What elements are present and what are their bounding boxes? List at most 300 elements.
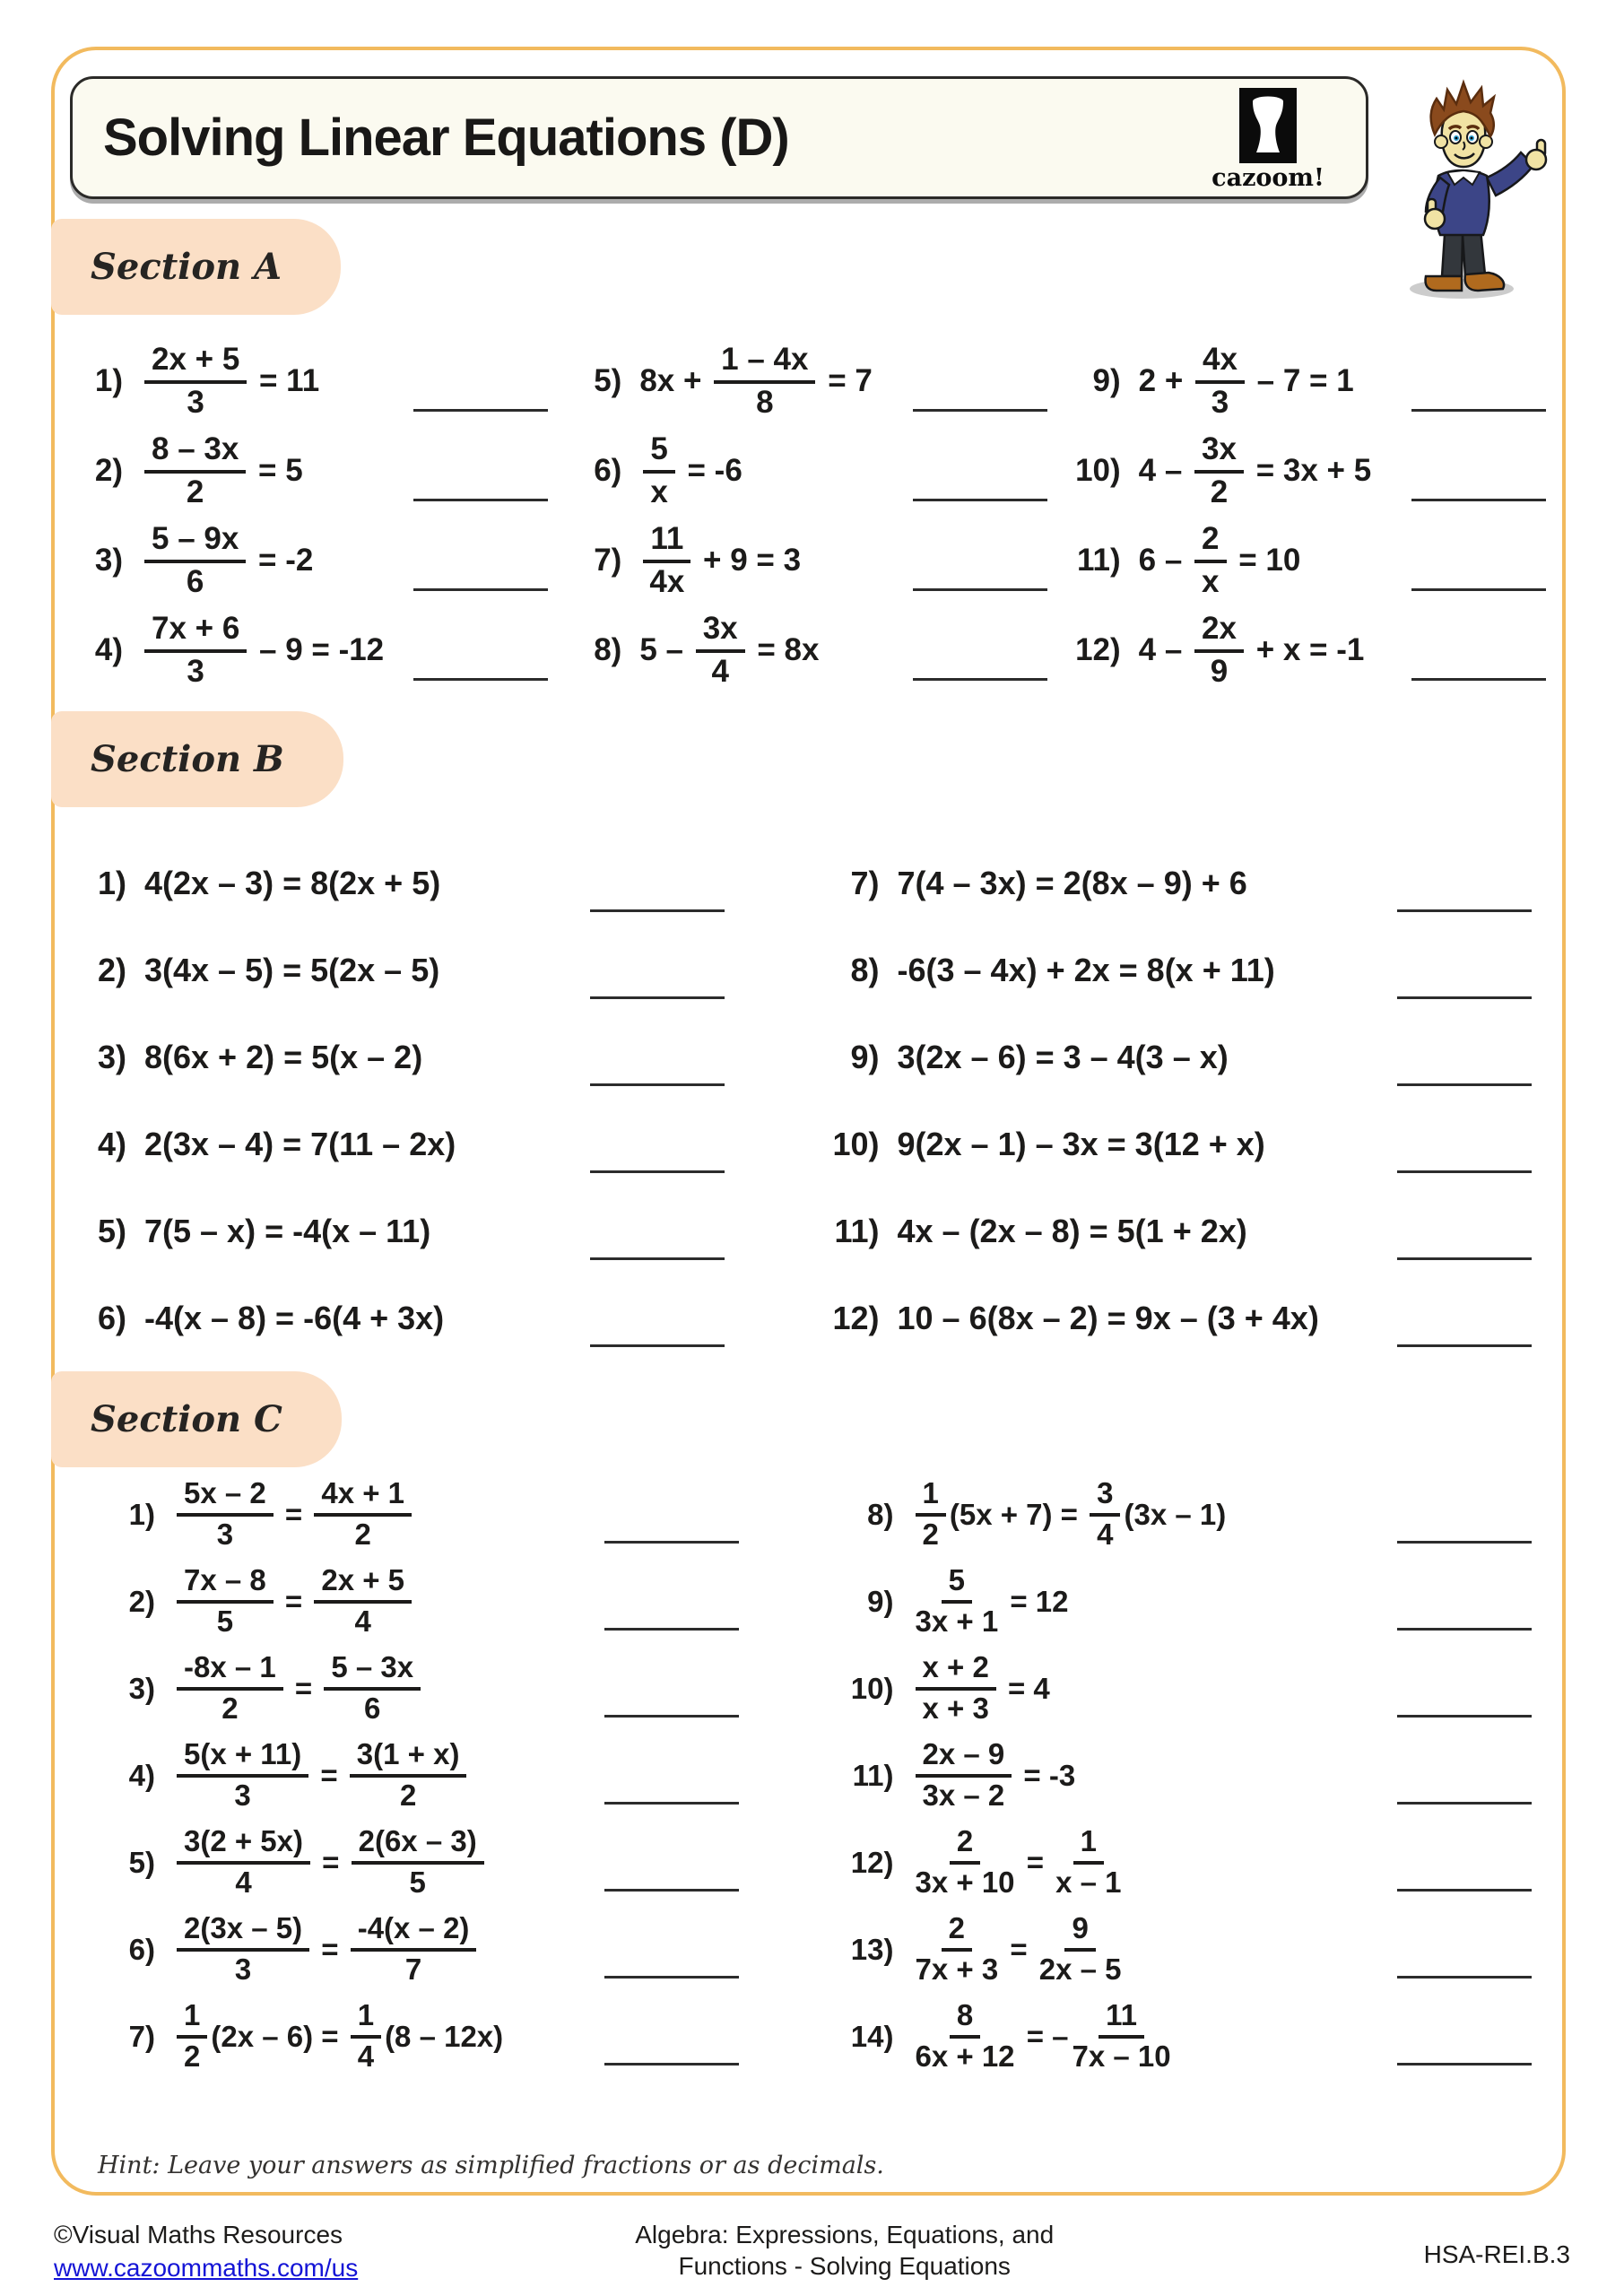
- fraction-numerator: 5 – 9x: [144, 523, 246, 563]
- footer-topic: [635, 2219, 1054, 2282]
- equation-text: = 3x + 5: [1246, 453, 1372, 488]
- fraction-numerator: 2: [942, 1913, 972, 1952]
- problem-b-11: [822, 1187, 1563, 1274]
- answer-blank: [913, 588, 1047, 591]
- fraction-denominator: 2: [184, 2039, 201, 2073]
- problem-number: 8): [594, 632, 622, 667]
- equation-text: = 4: [999, 1671, 1050, 1705]
- equation: [912, 1739, 1076, 1811]
- fraction: [351, 2000, 381, 2072]
- fraction: [177, 1478, 274, 1550]
- problem-c-4: [98, 1732, 824, 1819]
- equation-text: 2 +: [1138, 363, 1193, 398]
- fraction-numerator: 3x: [696, 613, 745, 653]
- equation-text: 3(4x – 5) = 5(2x – 5): [144, 951, 440, 988]
- problem-c-14: [837, 1993, 1563, 2080]
- problem-number: 9): [1092, 363, 1121, 398]
- answer-blank: [1411, 409, 1546, 412]
- equation-text: (8 – 12x): [385, 2019, 504, 2053]
- problem-number: 4): [94, 632, 123, 667]
- equation: [639, 610, 820, 689]
- answer-blank: [1397, 1541, 1532, 1544]
- equation-text: = 7: [819, 363, 873, 398]
- fraction-numerator: 8 – 3x: [144, 433, 246, 474]
- answer-blank: [1397, 996, 1532, 999]
- website-link[interactable]: www.cazoommaths.com/us: [54, 2254, 359, 2282]
- equation: [144, 865, 440, 902]
- answer-blank: [590, 1170, 725, 1173]
- fraction-denominator: 4: [235, 1866, 252, 1899]
- equation-text: -6(3 – 4x) + 2x = 8(x + 11): [897, 951, 1275, 988]
- fraction-denominator: 2: [399, 1779, 417, 1812]
- fraction: [916, 1565, 999, 1637]
- fraction-numerator: 7x + 6: [144, 613, 247, 653]
- answer-blank: [604, 1715, 739, 1718]
- fraction-denominator: 4: [1097, 1518, 1114, 1551]
- section-b-problems: [55, 839, 1562, 1361]
- footer-topic-line1: Algebra: Expressions, Equations, and: [635, 2221, 1055, 2248]
- problem-number: 12): [832, 1299, 880, 1336]
- fraction-denominator: 4: [354, 1605, 371, 1638]
- fraction: [1194, 610, 1244, 689]
- equation: [173, 1478, 415, 1550]
- equation-text: = 5: [249, 453, 303, 488]
- equation: [144, 1039, 422, 1076]
- answer-blank: [1397, 909, 1532, 912]
- problem-number: 5): [97, 1212, 126, 1249]
- fraction-denominator: 3: [234, 1779, 251, 1812]
- answer-blank: [590, 1344, 725, 1347]
- fraction-numerator: 1: [351, 2000, 381, 2039]
- equation: [898, 1039, 1229, 1076]
- problem-number: 12): [1075, 632, 1121, 667]
- fraction-numerator: 3x: [1194, 433, 1244, 474]
- problem-number: 10): [832, 1125, 880, 1162]
- answer-blank: [913, 678, 1047, 681]
- equation-text: 2(3x – 4) = 7(11 – 2x): [144, 1125, 456, 1162]
- problem-number: 6): [594, 453, 622, 488]
- fraction-denominator: 3: [216, 1518, 234, 1551]
- fraction-denominator: 4: [711, 653, 729, 689]
- equation-text: + x = -1: [1246, 632, 1365, 667]
- answer-blank: [1397, 1715, 1532, 1718]
- equation-text: = -3: [1015, 1758, 1076, 1792]
- fraction-numerator: 11: [643, 523, 690, 563]
- equation-text: = -6: [678, 453, 743, 488]
- problem-number: 10): [850, 1671, 894, 1705]
- answer-blank: [604, 1628, 739, 1631]
- fraction-numerator: 2x + 5: [314, 1565, 412, 1604]
- problem-a-1: [65, 336, 564, 426]
- fraction-numerator: 2(6x – 3): [352, 1826, 484, 1865]
- equation-text: + 9 = 3: [694, 543, 802, 578]
- equation: [912, 1565, 1069, 1637]
- section-a-column-3: [1064, 336, 1562, 695]
- fraction-denominator: 3x – 2: [922, 1779, 1005, 1812]
- page-footer: [0, 2212, 1624, 2283]
- fraction-numerator: 5 – 3x: [324, 1652, 421, 1691]
- answer-blank: [590, 996, 725, 999]
- fraction: [177, 2000, 207, 2072]
- fraction-numerator: 11: [1099, 2000, 1144, 2039]
- fraction: [314, 1565, 412, 1637]
- answer-blank: [1397, 1170, 1532, 1173]
- equation: [912, 2000, 1175, 2072]
- fraction-numerator: 5x – 2: [177, 1478, 274, 1517]
- fraction: [916, 1739, 1012, 1811]
- equation-text: (5x + 7) =: [949, 1497, 1087, 1531]
- equation: [898, 865, 1247, 902]
- problem-a-3: [65, 516, 564, 605]
- problem-a-9: [1064, 336, 1562, 426]
- problem-b-9: [822, 1013, 1563, 1100]
- answer-blank: [1397, 1083, 1532, 1086]
- problem-number: 13): [850, 1932, 894, 1966]
- fraction: [314, 1478, 412, 1550]
- equation-text: 6 –: [1138, 543, 1192, 578]
- equation: [144, 1300, 444, 1337]
- answer-blank: [1397, 1976, 1532, 1979]
- equation-text: 4(2x – 3) = 8(2x + 5): [144, 864, 441, 901]
- problem-b-1: [69, 839, 810, 926]
- equation-text: =: [313, 1932, 347, 1966]
- problem-a-11: [1064, 516, 1562, 605]
- fraction-numerator: 3: [1090, 1478, 1120, 1517]
- problem-number: 3): [94, 543, 123, 578]
- section-b-column-2: [810, 839, 1563, 1361]
- answer-blank: [913, 499, 1047, 501]
- answer-blank: [590, 1257, 725, 1260]
- equation: [898, 952, 1275, 989]
- answer-blank: [604, 1976, 739, 1979]
- answer-blank: [1397, 1802, 1532, 1805]
- fraction-numerator: 2(3x – 5): [177, 1913, 309, 1952]
- copyright-text: ©Visual Maths Resources: [54, 2221, 343, 2248]
- problem-c-6: [98, 1906, 824, 1993]
- fraction-denominator: 3: [187, 653, 204, 689]
- fraction: [714, 341, 815, 420]
- problem-a-5: [564, 336, 1063, 426]
- equation-text: =: [1002, 1932, 1036, 1966]
- equation: [173, 1739, 470, 1811]
- problem-b-5: [69, 1187, 810, 1274]
- equation: [1138, 520, 1301, 599]
- answer-blank: [1397, 1257, 1532, 1260]
- problem-number: 4): [97, 1125, 126, 1162]
- fraction: [916, 1826, 1015, 1898]
- fraction-denominator: 6x + 12: [915, 2039, 1015, 2073]
- cazoom-logo-text: cazoom!: [1211, 164, 1324, 192]
- problem-c-8: [837, 1471, 1563, 1558]
- fraction-denominator: 4x: [649, 563, 685, 599]
- equation-text: =: [276, 1497, 311, 1531]
- fraction-denominator: x + 3: [922, 1692, 989, 1725]
- answer-blank: [604, 2063, 739, 2066]
- fraction-numerator: 5(x + 11): [177, 1739, 308, 1778]
- equation-text: (3x – 1): [1124, 1497, 1227, 1531]
- answer-blank: [604, 1541, 739, 1544]
- equation-text: = 8x: [748, 632, 820, 667]
- fraction-numerator: -8x – 1: [177, 1652, 283, 1691]
- fraction: [144, 341, 247, 420]
- problem-a-6: [564, 426, 1063, 516]
- fraction-numerator: -4(x – 2): [351, 1913, 477, 1952]
- problem-a-7: [564, 516, 1063, 605]
- standard-code: HSA-REI.B.3: [1423, 2240, 1570, 2268]
- equation: [144, 1213, 430, 1250]
- fraction-denominator: 3: [1211, 384, 1229, 420]
- equation: [1138, 430, 1372, 509]
- fraction: [144, 520, 246, 599]
- problem-c-12: [837, 1819, 1563, 1906]
- fraction-denominator: 2: [354, 1518, 371, 1551]
- section-c-column-1: [55, 1471, 824, 2080]
- problem-number: 11): [1077, 543, 1121, 578]
- problem-number: 12): [850, 1845, 894, 1879]
- equation-text: = –: [1018, 2019, 1069, 2053]
- problem-number: 10): [1075, 453, 1121, 488]
- problem-c-11: [837, 1732, 1563, 1819]
- equation: [639, 430, 743, 509]
- section-b-column-1: [55, 839, 810, 1361]
- equation-text: = -2: [249, 543, 314, 578]
- cazoom-logo: [1210, 88, 1326, 192]
- fraction: [177, 1739, 308, 1811]
- problem-c-13: [837, 1906, 1563, 1993]
- section-a-problems: [55, 336, 1562, 695]
- fraction: [350, 1739, 467, 1811]
- fraction: [1090, 1478, 1120, 1550]
- problem-c-5: [98, 1819, 824, 1906]
- equation-text: 7(4 – 3x) = 2(8x – 9) + 6: [897, 864, 1247, 901]
- problem-b-7: [822, 839, 1563, 926]
- equation-text: (2x – 6) =: [211, 2019, 347, 2053]
- equation-text: =: [1018, 1845, 1053, 1879]
- equation: [173, 1652, 424, 1724]
- answer-blank: [604, 1802, 739, 1805]
- fraction: [916, 1913, 999, 1985]
- problem-a-12: [1064, 605, 1562, 695]
- fraction-numerator: 4x + 1: [314, 1478, 412, 1517]
- fraction-numerator: 5: [942, 1565, 972, 1604]
- fraction-numerator: 1: [916, 1478, 946, 1517]
- problem-a-2: [65, 426, 564, 516]
- fraction: [324, 1652, 421, 1724]
- fraction-numerator: 3(1 + x): [350, 1739, 467, 1778]
- answer-blank: [1411, 499, 1546, 501]
- equation: [173, 1565, 415, 1637]
- equation: [898, 1126, 1265, 1163]
- fraction: [177, 1913, 309, 1985]
- fraction: [144, 610, 247, 689]
- fraction: [916, 1478, 946, 1550]
- answer-blank: [1411, 678, 1546, 681]
- problem-number: 8): [850, 951, 880, 988]
- problem-number: 3): [128, 1671, 155, 1705]
- problem-number: 3): [97, 1038, 126, 1075]
- fraction-denominator: 9: [1210, 653, 1229, 689]
- problem-a-4: [65, 605, 564, 695]
- fraction-denominator: 3x + 10: [915, 1866, 1015, 1899]
- equation: [639, 520, 802, 599]
- fraction-denominator: x: [650, 474, 668, 509]
- problem-number: 14): [850, 2019, 894, 2053]
- answer-blank: [1397, 1889, 1532, 1892]
- equation: [912, 1826, 1125, 1898]
- equation: [1138, 341, 1354, 420]
- equation-text: 7(5 – x) = -4(x – 11): [144, 1212, 431, 1249]
- equation-text: 4 –: [1138, 453, 1192, 488]
- equation-text: =: [276, 1584, 311, 1618]
- equation: [639, 341, 873, 420]
- fraction-denominator: 3: [187, 384, 204, 420]
- problem-a-8: [564, 605, 1063, 695]
- answer-blank: [1411, 588, 1546, 591]
- fraction: [1194, 430, 1244, 509]
- problem-number: 9): [850, 1038, 880, 1075]
- fraction-denominator: 3x + 1: [915, 1605, 999, 1638]
- fraction: [177, 1826, 310, 1898]
- fraction-numerator: 4x: [1195, 344, 1245, 384]
- problem-number: 7): [850, 864, 880, 901]
- problem-number: 5): [594, 363, 622, 398]
- equation-text: – 7 = 1: [1247, 363, 1354, 398]
- fraction-denominator: 2: [922, 1518, 939, 1551]
- problem-number: 6): [128, 1932, 155, 1966]
- problem-number: 7): [128, 2019, 155, 2053]
- fraction-denominator: 4: [357, 2039, 375, 2073]
- fraction-numerator: 2: [1194, 523, 1226, 563]
- equation: [912, 1652, 1050, 1724]
- equation-text: 4 –: [1138, 632, 1192, 667]
- answer-blank: [1397, 1628, 1532, 1631]
- fraction: [1039, 1913, 1122, 1985]
- fraction-denominator: 6: [364, 1692, 381, 1725]
- equation-text: 3(2x – 6) = 3 – 4(3 – x): [897, 1038, 1229, 1075]
- equation-text: 5 –: [639, 632, 692, 667]
- fraction-numerator: 2x: [1194, 613, 1244, 653]
- fraction-numerator: 8: [950, 2000, 980, 2039]
- fraction-numerator: 3(2 + 5x): [177, 1826, 310, 1865]
- answer-blank: [590, 909, 725, 912]
- fraction-denominator: 2x – 5: [1038, 1952, 1122, 1986]
- fraction: [916, 1652, 996, 1724]
- fraction-numerator: 2: [950, 1826, 980, 1865]
- problem-c-1: [98, 1471, 824, 1558]
- answer-blank: [413, 588, 548, 591]
- sections-container: [55, 199, 1562, 2080]
- problem-number: 1): [97, 864, 126, 901]
- problem-number: 2): [128, 1584, 155, 1618]
- fraction: [643, 430, 674, 509]
- problem-b-10: [822, 1100, 1563, 1187]
- equation-text: 8(6x + 2) = 5(x – 2): [144, 1038, 423, 1075]
- section-c-problems: [55, 1471, 1562, 2080]
- equation: [912, 1913, 1125, 1985]
- equation: [898, 1213, 1247, 1250]
- answer-blank: [413, 678, 548, 681]
- fraction-numerator: x + 2: [916, 1652, 996, 1691]
- fraction-numerator: 2x – 9: [916, 1739, 1012, 1778]
- fraction-numerator: 9: [1064, 1913, 1095, 1952]
- fraction-denominator: 2: [186, 474, 204, 509]
- section-a-column-2: [564, 336, 1063, 695]
- equation-text: 8x +: [639, 363, 711, 398]
- fraction: [352, 1826, 484, 1898]
- worksheet-title: Solving Linear Equations (D): [103, 109, 789, 167]
- cazoom-drum-icon: [1239, 88, 1297, 163]
- problem-b-8: [822, 926, 1563, 1013]
- fraction: [916, 2000, 1015, 2072]
- fraction-numerator: 1: [177, 2000, 207, 2039]
- fraction-denominator: 7x + 3: [915, 1952, 999, 1986]
- fraction-denominator: 8: [756, 384, 774, 420]
- equation: [173, 1826, 488, 1898]
- hint-text: Hint: Leave your answers as simplified fractions or as decimals.: [98, 2152, 884, 2179]
- answer-blank: [1397, 2063, 1532, 2066]
- section-label-a: Section A: [51, 219, 341, 315]
- problem-number: 1): [94, 363, 123, 398]
- fraction: [144, 430, 246, 509]
- problem-b-4: [69, 1100, 810, 1187]
- footer-topic-line2: Functions - Solving Equations: [678, 2252, 1011, 2280]
- fraction-denominator: x: [1202, 563, 1220, 599]
- fraction: [696, 610, 745, 689]
- section-label-b: Section B: [51, 711, 343, 807]
- fraction-denominator: 7: [404, 1952, 422, 1986]
- mascot-boy-illustration: [1372, 59, 1551, 303]
- fraction-denominator: 2: [1210, 474, 1229, 509]
- problem-c-10: [837, 1645, 1563, 1732]
- equation: [173, 1913, 480, 1985]
- fraction: [1073, 2000, 1171, 2072]
- answer-blank: [413, 409, 548, 412]
- equation-text: 9(2x – 1) – 3x = 3(12 + x): [897, 1125, 1265, 1162]
- problem-number: 9): [867, 1584, 894, 1618]
- problem-number: 6): [97, 1299, 126, 1336]
- section-label-c: Section C: [51, 1371, 342, 1467]
- answer-blank: [1397, 1344, 1532, 1347]
- fraction-denominator: 2: [221, 1692, 239, 1725]
- equation-text: 4x – (2x – 8) = 5(1 + 2x): [897, 1212, 1247, 1249]
- fraction: [177, 1652, 283, 1724]
- problem-c-2: [98, 1558, 824, 1645]
- fraction: [177, 1565, 274, 1637]
- answer-blank: [913, 409, 1047, 412]
- fraction: [643, 520, 690, 599]
- problem-number: 2): [97, 951, 126, 988]
- equation-text: =: [286, 1671, 321, 1705]
- fraction-denominator: 3: [234, 1952, 252, 1986]
- fraction-numerator: 5: [643, 433, 674, 474]
- fraction: [351, 1913, 477, 1985]
- equation-text: = 11: [250, 363, 320, 398]
- answer-blank: [413, 499, 548, 501]
- problem-c-7: [98, 1993, 824, 2080]
- fraction-numerator: 7x – 8: [177, 1565, 274, 1604]
- problem-b-3: [69, 1013, 810, 1100]
- problem-b-2: [69, 926, 810, 1013]
- fraction-denominator: 7x – 10: [1072, 2039, 1171, 2073]
- equation-text: 10 – 6(8x – 2) = 9x – (3 + 4x): [897, 1299, 1319, 1336]
- fraction: [1195, 341, 1245, 420]
- equation-text: -4(x – 8) = -6(4 + 3x): [144, 1299, 445, 1336]
- equation: [141, 520, 314, 599]
- equation: [141, 430, 303, 509]
- fraction-numerator: 2x + 5: [144, 344, 247, 384]
- section-c-column-2: [824, 1471, 1563, 2080]
- answer-blank: [590, 1083, 725, 1086]
